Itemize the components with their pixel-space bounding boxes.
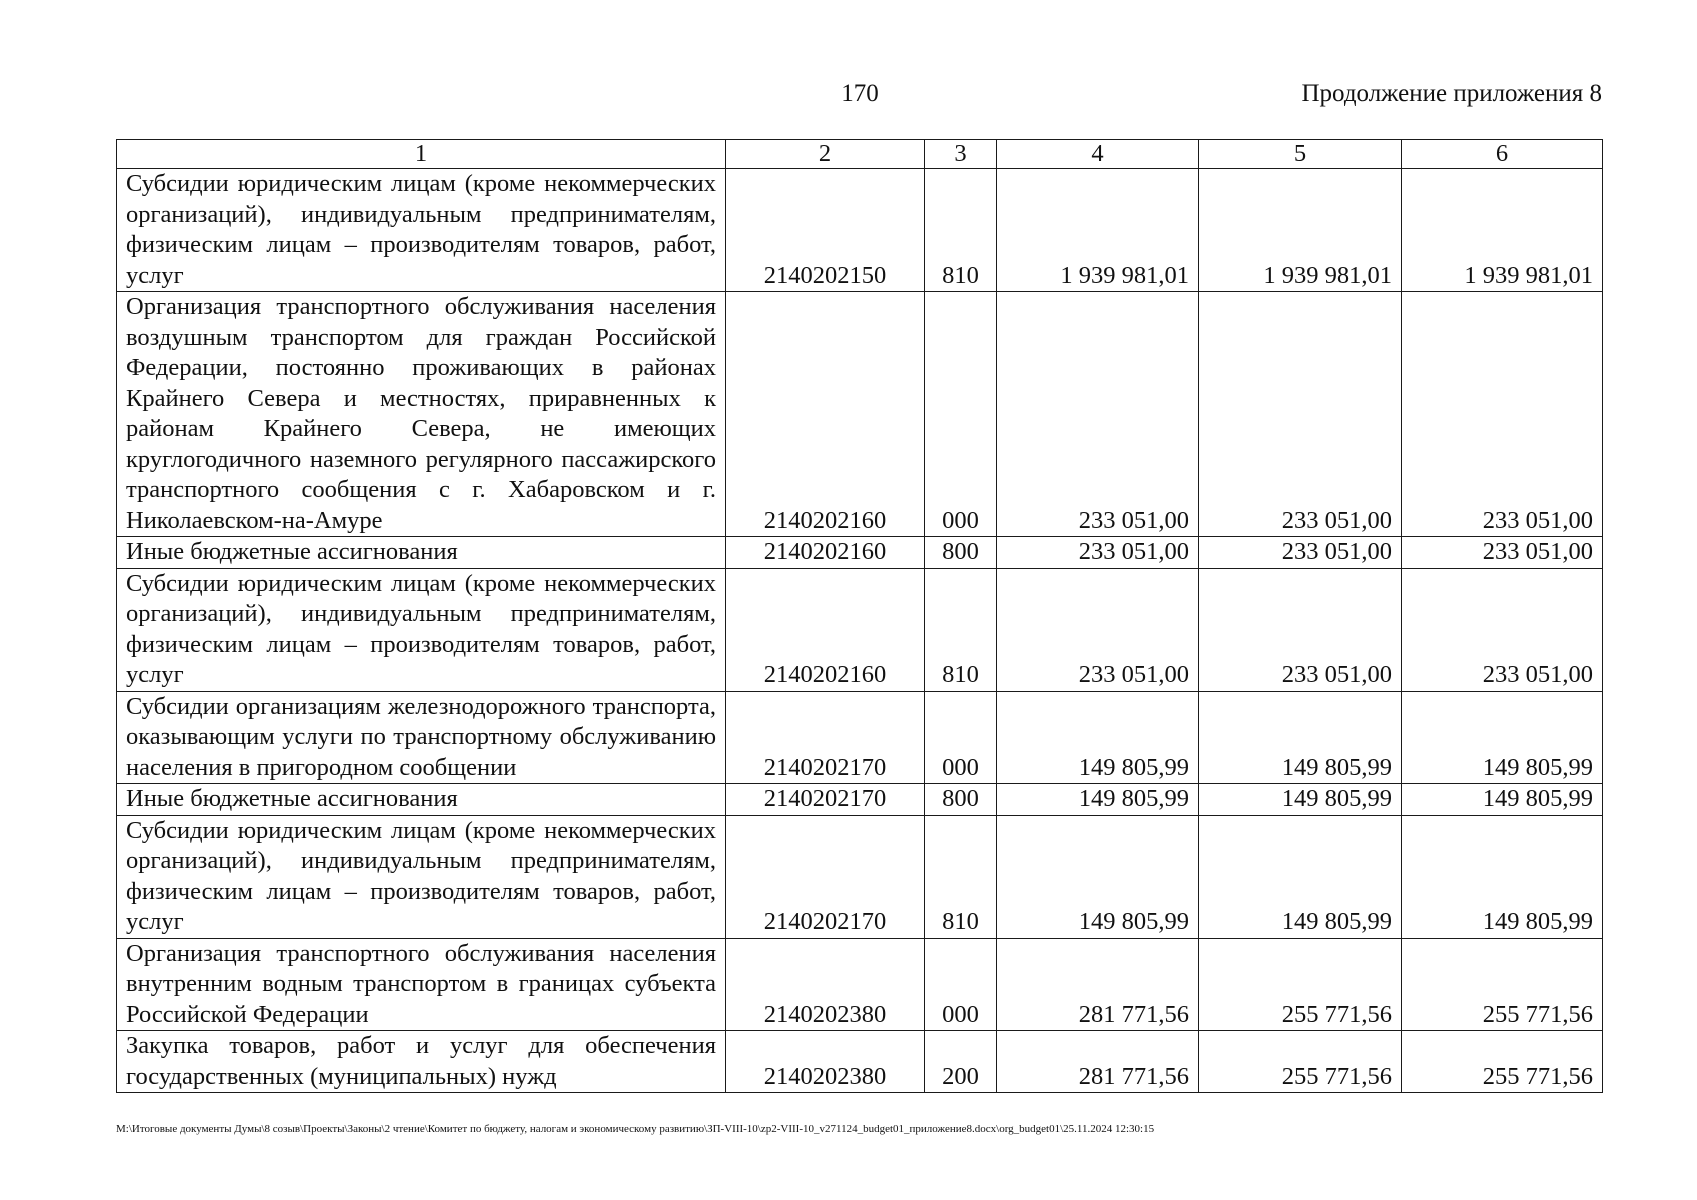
amount-col-4: 281 771,56 (997, 1031, 1199, 1093)
amount-col-6: 233 051,00 (1402, 292, 1603, 537)
target-article-code: 2140202150 (726, 169, 925, 292)
table-row (117, 691, 1603, 784)
row-description: Субсидии организациям железнодорожного транспорта, оказывающим услуги по транспортному обслуживанию населения в пригородном сообщении (117, 691, 726, 784)
budget-table (116, 139, 1603, 1093)
amount-col-5: 233 051,00 (1199, 537, 1402, 569)
amount-col-6: 255 771,56 (1402, 1031, 1603, 1093)
amount-col-5: 233 051,00 (1199, 568, 1402, 691)
amount-col-6: 255 771,56 (1402, 938, 1603, 1031)
row-description: Субсидии юридическим лицам (кроме некоммерческих организаций), индивидуальным предпринимателям, физическим лицам – производителям товаров, работ, услуг (117, 568, 726, 691)
expense-type-code: 810 (925, 568, 997, 691)
row-description: Организация транспортного обслуживания населения воздушным транспортом для граждан Российской Федерации, постоянно проживающих в районах Крайнего Севера и местностях, приравненных к районам Крайнего Севера, не имеющих круглогодичного наземного регулярного пассажирского транспортного сообщения с г. Хабаровском и г. Николаевском-на-Амуре (117, 292, 726, 537)
table-row (117, 169, 1603, 292)
amount-col-5: 149 805,99 (1199, 815, 1402, 938)
amount-col-4: 149 805,99 (997, 784, 1199, 816)
column-header: 5 (1199, 140, 1402, 169)
row-description: Иные бюджетные ассигнования (117, 784, 726, 816)
expense-type-code: 810 (925, 169, 997, 292)
table-row (117, 784, 1603, 816)
amount-col-4: 233 051,00 (997, 568, 1199, 691)
amount-col-6: 233 051,00 (1402, 568, 1603, 691)
amount-col-6: 149 805,99 (1402, 691, 1603, 784)
expense-type-code: 000 (925, 938, 997, 1031)
appendix-label: Продолжение приложения 8 (1301, 80, 1602, 107)
amount-col-4: 281 771,56 (997, 938, 1199, 1031)
amount-col-6: 149 805,99 (1402, 784, 1603, 816)
expense-type-code: 000 (925, 691, 997, 784)
table-row (117, 1031, 1603, 1093)
table-row (117, 938, 1603, 1031)
expense-type-code: 810 (925, 815, 997, 938)
column-header: 4 (997, 140, 1199, 169)
amount-col-4: 1 939 981,01 (997, 169, 1199, 292)
table-row (117, 815, 1603, 938)
target-article-code: 2140202160 (726, 537, 925, 569)
header-row (117, 140, 1603, 169)
row-description: Закупка товаров, работ и услуг для обеспечения государственных (муниципальных) нужд (117, 1031, 726, 1093)
table-row (117, 537, 1603, 569)
amount-col-5: 149 805,99 (1199, 691, 1402, 784)
document-file-path: M:\Итоговые документы Думы\8 созыв\Проекты\Законы\2 чтение\Комитет по бюджету, налогам и экономическому развитию\ЗП-VIII-10\zp2-VIII-10_v271124_budget01_приложение8.docx\org_budget01\25.11.2024 12:30:15 (116, 1123, 1155, 1135)
column-header: 6 (1402, 140, 1603, 169)
amount-col-4: 233 051,00 (997, 537, 1199, 569)
table-row (117, 292, 1603, 537)
row-description: Иные бюджетные ассигнования (117, 537, 726, 569)
amount-col-6: 1 939 981,01 (1402, 169, 1603, 292)
amount-col-6: 149 805,99 (1402, 815, 1603, 938)
column-header: 3 (925, 140, 997, 169)
row-description: Субсидии юридическим лицам (кроме некоммерческих организаций), индивидуальным предпринимателям, физическим лицам – производителям товаров, работ, услуг (117, 815, 726, 938)
expense-type-code: 800 (925, 784, 997, 816)
expense-type-code: 200 (925, 1031, 997, 1093)
column-header: 2 (726, 140, 925, 169)
amount-col-4: 233 051,00 (997, 292, 1199, 537)
table-row (117, 568, 1603, 691)
column-header: 1 (117, 140, 726, 169)
target-article-code: 2140202160 (726, 568, 925, 691)
expense-type-code: 000 (925, 292, 997, 537)
row-description: Организация транспортного обслуживания населения внутренним водным транспортом в границах субъекта Российской Федерации (117, 938, 726, 1031)
amount-col-4: 149 805,99 (997, 691, 1199, 784)
amount-col-5: 149 805,99 (1199, 784, 1402, 816)
amount-col-5: 255 771,56 (1199, 1031, 1402, 1093)
amount-col-5: 1 939 981,01 (1199, 169, 1402, 292)
expense-type-code: 800 (925, 537, 997, 569)
amount-col-5: 255 771,56 (1199, 938, 1402, 1031)
target-article-code: 2140202380 (726, 1031, 925, 1093)
page-number: 170 (841, 80, 879, 107)
target-article-code: 2140202170 (726, 784, 925, 816)
target-article-code: 2140202170 (726, 815, 925, 938)
amount-col-4: 149 805,99 (997, 815, 1199, 938)
amount-col-6: 233 051,00 (1402, 537, 1603, 569)
target-article-code: 2140202380 (726, 938, 925, 1031)
row-description: Субсидии юридическим лицам (кроме некоммерческих организаций), индивидуальным предпринимателям, физическим лицам – производителям товаров, работ, услуг (117, 169, 726, 292)
target-article-code: 2140202170 (726, 691, 925, 784)
target-article-code: 2140202160 (726, 292, 925, 537)
amount-col-5: 233 051,00 (1199, 292, 1402, 537)
